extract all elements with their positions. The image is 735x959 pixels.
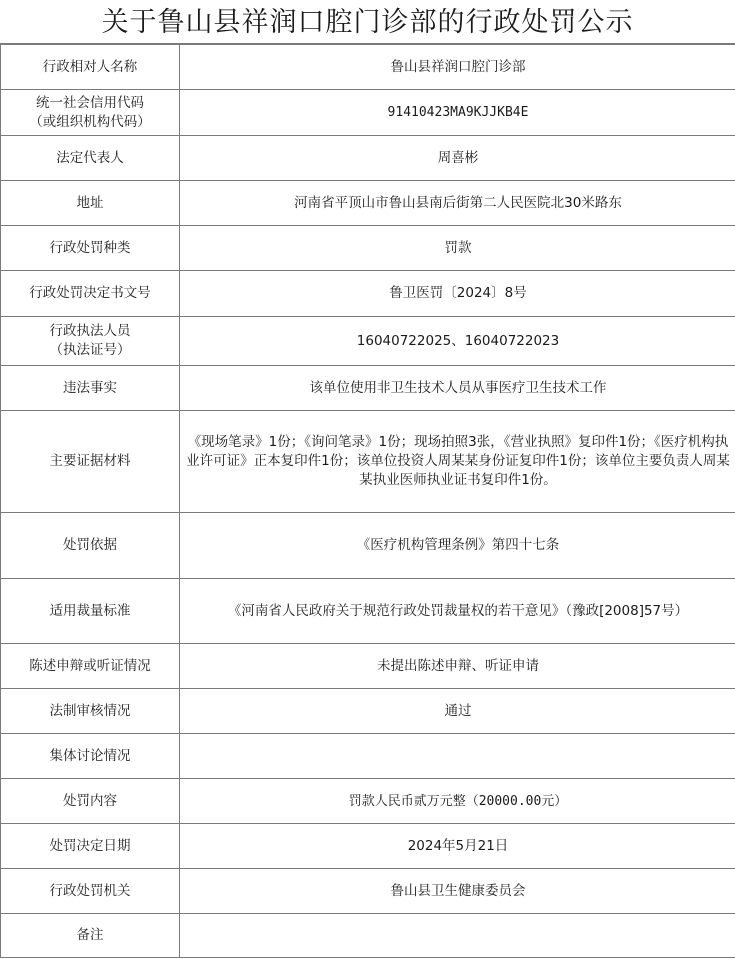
table-row [1, 226, 735, 271]
page-title: 关于鲁山县祥润口腔门诊部的行政处罚公示 [0, 0, 735, 44]
row-value: 罚款人民币贰万元整（20000.00元） [180, 779, 735, 824]
table-row [1, 579, 735, 644]
table-row [1, 734, 735, 779]
row-label: 行政处罚决定书文号 [1, 271, 180, 317]
row-value: 罚款 [180, 226, 735, 271]
row-value: 未提出陈述申辩、听证申请 [180, 644, 735, 689]
row-label: 处罚决定日期 [1, 824, 180, 869]
table-row [1, 181, 735, 226]
row-label [1, 317, 180, 366]
table-row [1, 90, 735, 136]
row-label: 处罚依据 [1, 513, 180, 579]
row-label: 法定代表人 [1, 136, 180, 181]
row-value [180, 734, 735, 779]
row-label: 主要证据材料 [1, 411, 180, 513]
row-label: 陈述申辩或听证情况 [1, 644, 180, 689]
row-label-line1: 统一社会信用代码 [36, 94, 144, 111]
row-label: 地址 [1, 181, 180, 226]
row-label-line2: （执法证号） [49, 342, 131, 358]
row-value [180, 914, 735, 958]
row-value: 通过 [180, 689, 735, 734]
row-value: 《医疗机构管理条例》第四十七条 [180, 513, 735, 579]
row-label-line2: （或组织机构代码） [29, 113, 151, 130]
row-value: 《现场笔录》1份；《询问笔录》1份；现场拍照3张，《营业执照》复印件1份；《医疗机构执业许可证》正本复印件1份；该单位投资人周某某身份证复印件1份；该单位主要负责人周某某执业医师执业证书复印件1份。 [180, 411, 735, 513]
table-row [1, 513, 735, 579]
table-row [1, 136, 735, 181]
row-value: 鲁山县祥润口腔门诊部 [180, 45, 735, 90]
row-label: 法制审核情况 [1, 689, 180, 734]
table-row [1, 271, 735, 317]
row-label: 处罚内容 [1, 779, 180, 824]
table-row [1, 411, 735, 513]
table-row [1, 45, 735, 90]
table-row [1, 914, 735, 958]
table-row [1, 689, 735, 734]
row-label: 备注 [1, 914, 180, 958]
row-label-line1: 行政执法人员 [49, 323, 131, 339]
table-row [1, 779, 735, 824]
row-value: 鲁山县卫生健康委员会 [180, 869, 735, 914]
row-value: 河南省平顶山市鲁山县南后街第二人民医院北30米路东 [180, 181, 735, 226]
row-label: 行政处罚机关 [1, 869, 180, 914]
row-value: 91410423MA9KJJKB4E [180, 90, 735, 136]
row-value: 16040722025、16040722023 [180, 317, 735, 366]
row-label: 行政处罚种类 [1, 226, 180, 271]
row-value: 《河南省人民政府关于规范行政处罚裁量权的若干意见》（豫政[2008]57号） [180, 579, 735, 644]
row-value: 周喜彬 [180, 136, 735, 181]
table-row [1, 644, 735, 689]
table-row [1, 824, 735, 869]
row-value: 该单位使用非卫生技术人员从事医疗卫生技术工作 [180, 366, 735, 411]
row-label [1, 90, 180, 136]
row-label: 行政相对人名称 [1, 45, 180, 90]
table-row [1, 366, 735, 411]
row-value: 2024年5月21日 [180, 824, 735, 869]
row-value: 鲁卫医罚〔2024〕8号 [180, 271, 735, 317]
table-row [1, 317, 735, 366]
penalty-table [0, 44, 735, 958]
row-label: 集体讨论情况 [1, 734, 180, 779]
row-label: 违法事实 [1, 366, 180, 411]
row-label: 适用裁量标准 [1, 579, 180, 644]
table-row [1, 869, 735, 914]
